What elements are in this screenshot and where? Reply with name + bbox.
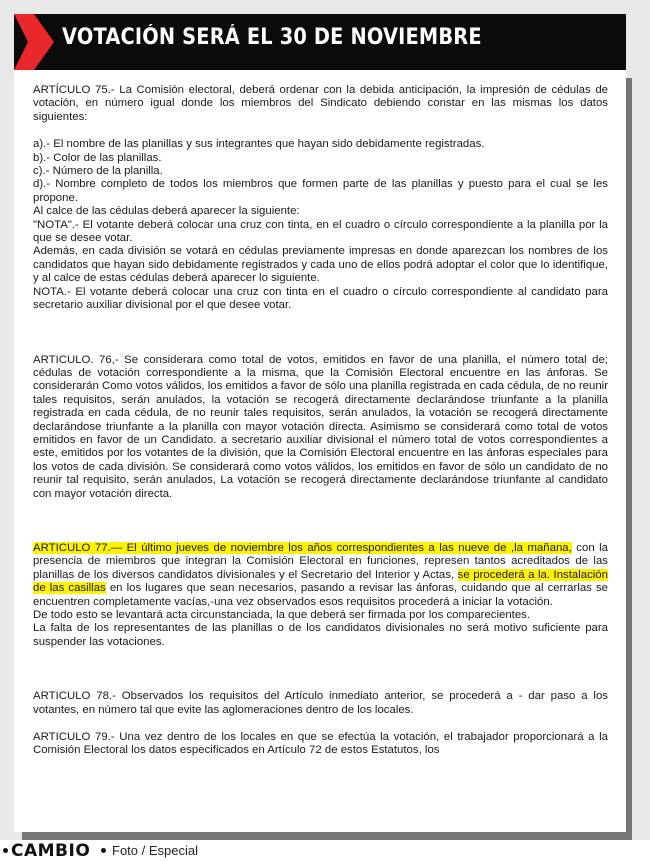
article-75-item-c: c).- Número de la planilla. (33, 165, 163, 178)
article-75-nota-2: NOTA.- El votante deberá colocar una cruz con tinta en el cuadro o círculo correspondiente al candidato para secretario auxiliar divisional por el que desee votar. (33, 285, 608, 312)
highlighted-text: se procederá a la. Instalación de las casillas (33, 568, 608, 595)
article-75-item-a: a).- El nombre de las planillas y sus integrantes que hayan sido debidamente registradas. (33, 138, 485, 151)
article-75-ademas: Además, en cada división se votará en cédulas previamente impresas en donde aparezcan los nombres de los candidatos que hayan sido debidamente registrados y cada uno de ellos podrá adoptar el color que lo identifique, y al calce de estas cédulas deberá aparecer lo siguiente. (33, 245, 608, 285)
article-75-calce: Al calce de las cédulas deberá aparecer la siguiente: (33, 205, 300, 218)
article-77-main (33, 542, 608, 609)
bullet-dot-icon (101, 848, 106, 853)
headline-title: VOTACIÓN SERÁ EL 30 DE NOVIEMBRE (62, 25, 482, 50)
cambio-logo: CAMBIO (11, 841, 91, 861)
article-77-text-2: en los lugares que sean necesarios, pasando a revisar las ánforas, cuidando que al cerrarlas se encuentren completamente vacías,-una vez observados esos requisitos procederá a iniciar la votación. (33, 582, 608, 608)
article-76: ARTICULO. 76,- Se considerara como total de votos, emitidos en favor de una planilla, el número total de; cédulas de votación correspondiente a la misma, que la Comisión Electoral encuentre en las ánforas. Se considerarán Como votos válidos, los emitidos a favor de sólo una planilla registrada en cada cédula, de no reunir tales requisitos, serán anulados, la votación se recogerá directamente declarándose triunfante a la planilla registrada en cada cédula, de no reunir tales requisitos, serán anulados, la votación se recogerá directamente declarándose triunfante a la planilla con mayor votación directa. Asimismo se considerará como total de votos emitidos en favor de un Candidato. a secretario auxiliar divisional el número total de votos correspondientes a este, emitidos por los votantes de la división, que la Comisión Electoral encuentre en las ánforas especiales para los votos de cada división. Se considerará como votos válidos, los emitidos en favor de sólo un candidato de no reunir tal requisito, serán anulados, La votación se recogerá directamente declarándose triunfante al candidato con mayor votación directa. (33, 353, 608, 500)
article-75-item-b: b).- Color de las planillas. (33, 151, 162, 164)
headline-banner (14, 14, 626, 70)
photo-credit-bar (0, 840, 650, 861)
article-77-text-1: con la presencia de miembros que integran la Comisión Electoral en funciones, represen tantos acreditados de las planillas de los diversos candidatos divisionales y el Secretario del Interior y Actas, (33, 541, 608, 581)
highlighted-text: ARTICULO 77.— El último jueves de noviembre los años correspondientes a las nueve de ,la mañana, (33, 541, 572, 554)
article-75-intro: ARTÍCULO 75.- La Comisión electoral, deberá ordenar con la debida anticipación, la impresión de cédulas de votación, en número igual donde los miembros del Sindicato debiendo constar en las mismas los datos siguientes: (33, 84, 608, 123)
bullet-dot-icon (3, 848, 8, 853)
article-75-item-d: d).- Nombre completo de todos los miembros que formen parte de las planillas y puesto para el cual se les propone. (33, 178, 608, 204)
article-75-nota-1: "NOTA".- El votante deberá colocar una cruz con tinta, en el cuadro o círculo correspondiente a la planilla por la que se desee votar. (33, 218, 608, 245)
article-77-acta: De todo esto se levantará acta circunstanciada, la que deberá ser firmada por los comparecientes. (33, 609, 531, 621)
article-79: ARTICULO 79.- Una vez dentro de los locales en que se efectúa la votación, el trabajador proporcionará a la Comisión Electoral los datos especificados en Artículo 72 de estos Estatutos, los (33, 731, 608, 757)
article-77-falta: La falta de los representantes de las planillas o de los candidatos divisionales no será motivo suficiente para suspender las votaciones. (33, 622, 608, 648)
chevron-right-icon (14, 14, 64, 70)
statute-document (14, 70, 626, 832)
article-78: ARTICULO 78.- Observados los requisitos del Artículo inmediato anterior, se procederá a - dar paso a los votantes, en número tal que evite las aglomeraciones dentro de los locales. (33, 690, 608, 716)
photo-credit: Foto / Especial (112, 843, 198, 858)
